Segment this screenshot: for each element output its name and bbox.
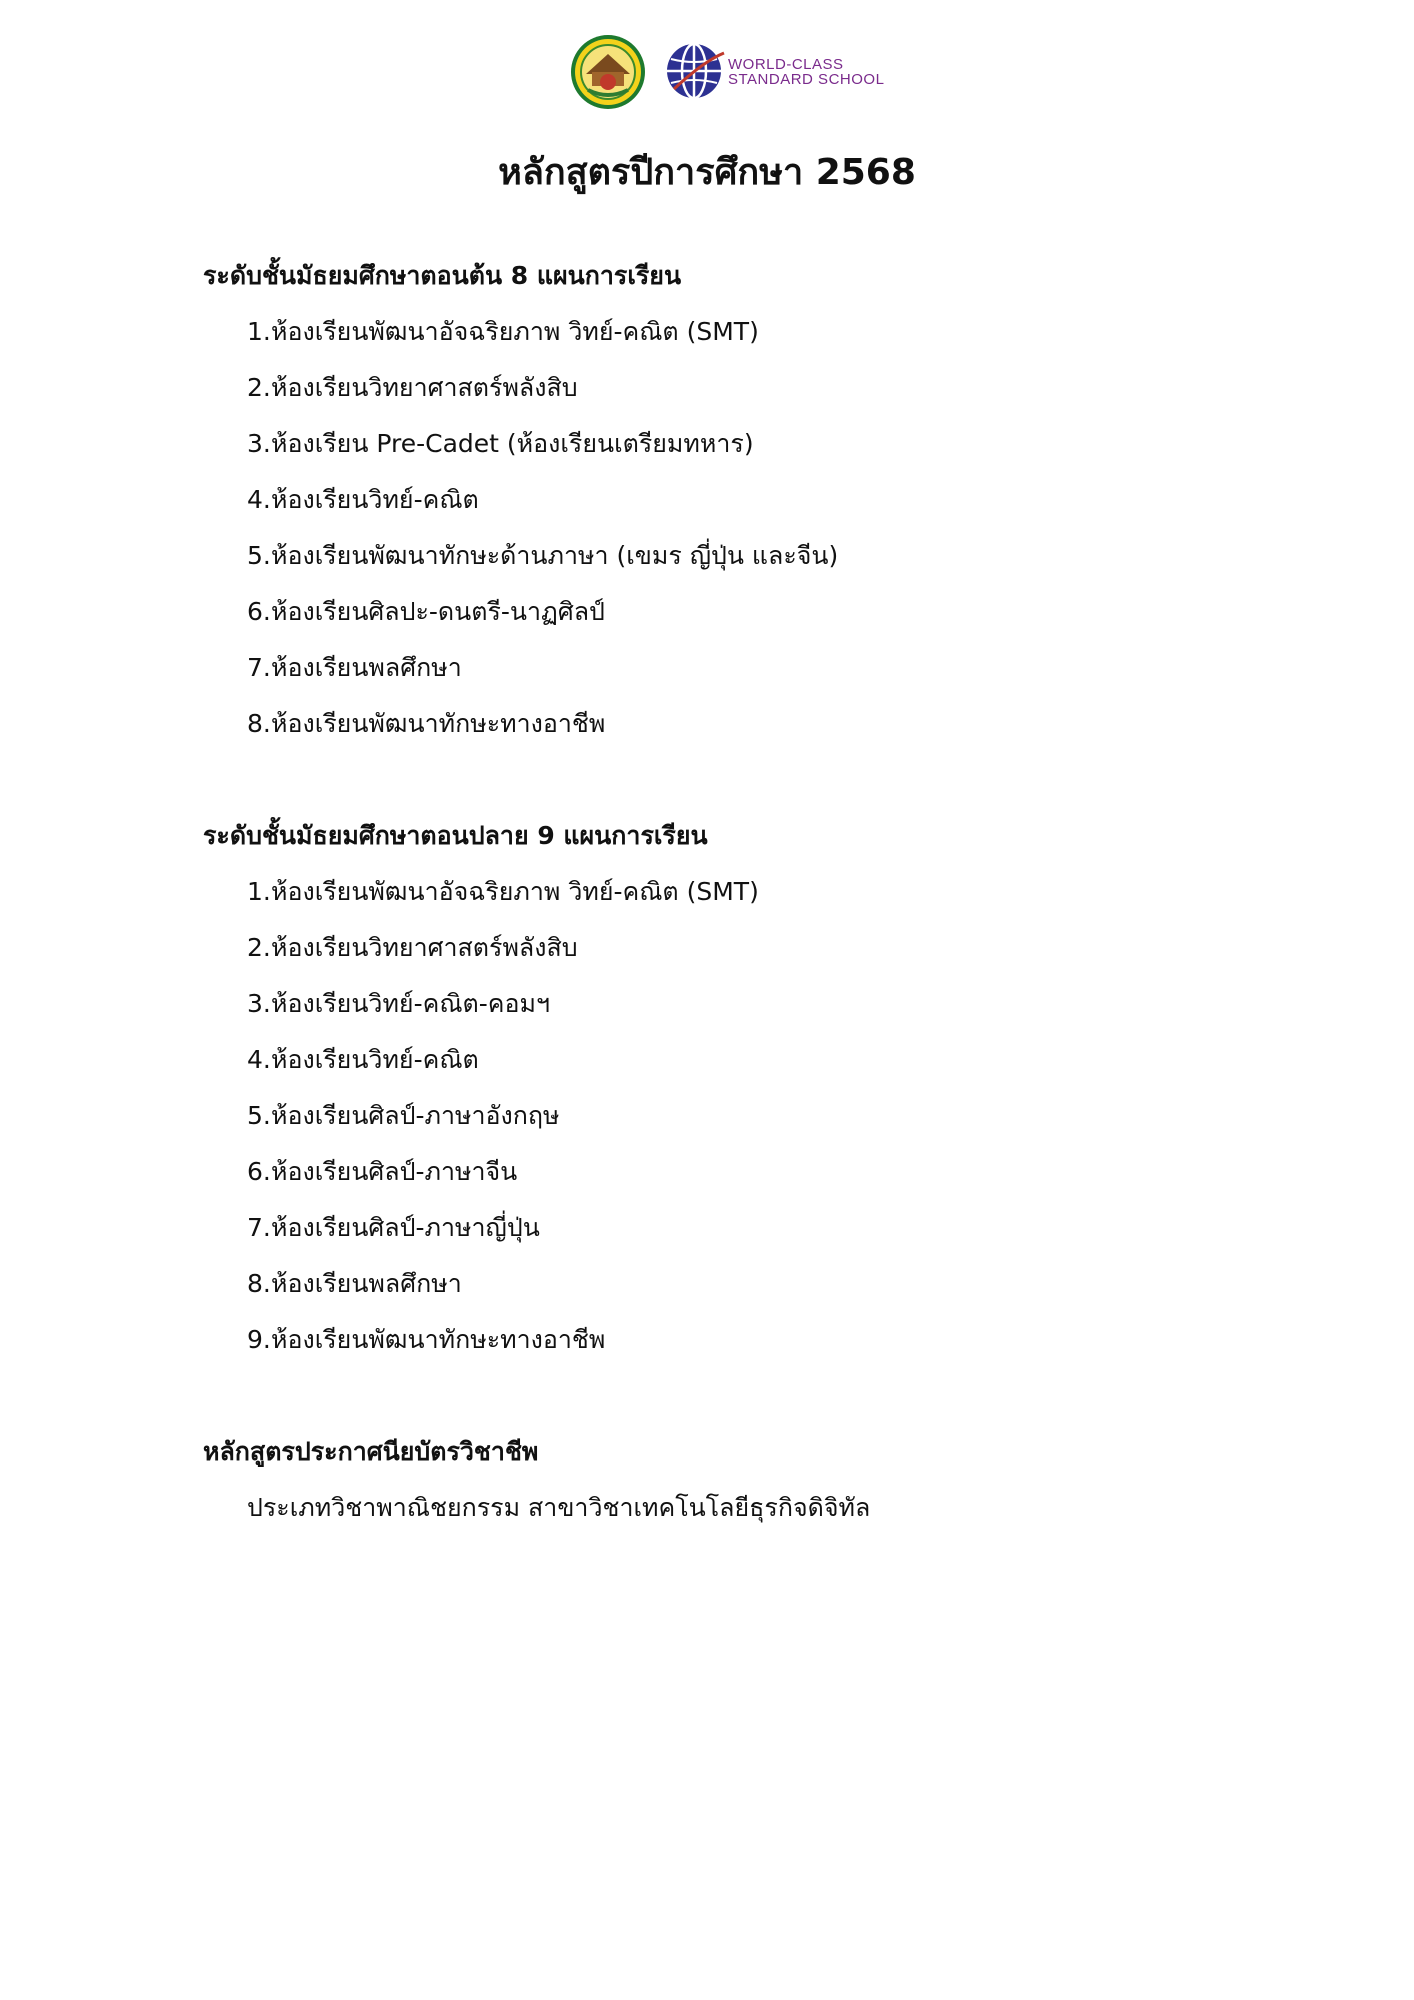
list-item-number: 7. <box>247 1213 271 1242</box>
list-item-number: 4. <box>247 1045 271 1074</box>
list-item-number: 1. <box>247 877 271 906</box>
list-item-number: 6. <box>247 1157 271 1186</box>
lower-secondary-section <box>203 248 1253 752</box>
lower-secondary-list <box>203 304 1253 752</box>
list-item <box>203 528 1253 584</box>
list-item-number: 4. <box>247 485 271 514</box>
list-item <box>203 1312 1253 1368</box>
lower-secondary-heading: ระดับชั้นมัธยมศึกษาตอนต้น 8 แผนการเรียน <box>203 261 682 290</box>
school-emblem-icon <box>570 34 646 110</box>
wcs-line2: STANDARD SCHOOL <box>728 71 885 88</box>
list-item-text: ห้องเรียนศิลป์-ภาษาญี่ปุ่น <box>271 1213 540 1242</box>
list-item-text: ห้องเรียนพัฒนาทักษะทางอาชีพ <box>271 1325 606 1354</box>
vocational-program: ประเภทวิชาพาณิชยกรรม สาขาวิชาเทคโนโลยีธุรกิจดิจิทัล <box>247 1493 871 1522</box>
list-item <box>203 640 1253 696</box>
list-item-number: 3. <box>247 989 271 1018</box>
list-item-text: ห้องเรียนวิทย์-คณิต-คอมฯ <box>271 989 551 1018</box>
list-item-number: 8. <box>247 709 271 738</box>
list-item-text: ห้องเรียนพัฒนาอัจฉริยภาพ วิทย์-คณิต (SMT) <box>271 317 759 346</box>
list-item-text: ห้องเรียนศิลป์-ภาษาอังกฤษ <box>271 1101 560 1130</box>
world-class-logo <box>664 41 884 103</box>
list-item <box>203 360 1253 416</box>
list-item <box>203 1256 1253 1312</box>
list-item-text: ห้องเรียนศิลป์-ภาษาจีน <box>271 1157 518 1186</box>
list-item-number: 6. <box>247 597 271 626</box>
wcs-line1: WORLD-CLASS <box>728 56 844 73</box>
list-item <box>203 472 1253 528</box>
header-logos <box>570 32 884 112</box>
list-item-text: ห้องเรียนพัฒนาทักษะทางอาชีพ <box>271 709 606 738</box>
list-item-text: ห้องเรียนวิทย์-คณิต <box>271 485 479 514</box>
list-item-text: ห้องเรียนพลศึกษา <box>271 653 462 682</box>
list-item-text: ห้องเรียนวิทย์-คณิต <box>271 1045 479 1074</box>
list-item <box>203 416 1253 472</box>
upper-secondary-section <box>203 808 1253 1368</box>
list-item <box>203 1088 1253 1144</box>
list-item-number: 2. <box>247 933 271 962</box>
list-item-text: ห้องเรียนวิทยาศาสตร์พลังสิบ <box>271 373 578 402</box>
list-item <box>203 1032 1253 1088</box>
list-item-text: ห้องเรียนศิลปะ-ดนตรี-นาฏศิลป์ <box>271 597 605 626</box>
upper-secondary-list <box>203 864 1253 1368</box>
page-title: หลักสูตรปีการศึกษา 2568 <box>498 152 916 193</box>
list-item-number: 9. <box>247 1325 271 1354</box>
list-item-text: ห้องเรียนพัฒนาทักษะด้านภาษา (เขมร ญี่ปุ่น และจีน) <box>271 541 839 570</box>
world-class-wordmark <box>728 57 884 87</box>
list-item-number: 3. <box>247 429 271 458</box>
list-item-number: 8. <box>247 1269 271 1298</box>
globe-icon <box>664 41 726 103</box>
list-item-number: 7. <box>247 653 271 682</box>
list-item <box>203 864 1253 920</box>
list-item-text: ห้องเรียนวิทยาศาสตร์พลังสิบ <box>271 933 578 962</box>
list-item <box>203 304 1253 360</box>
list-item <box>203 696 1253 752</box>
list-item-number: 5. <box>247 1101 271 1130</box>
list-item-text: ห้องเรียนพัฒนาอัจฉริยภาพ วิทย์-คณิต (SMT) <box>271 877 759 906</box>
list-item <box>203 976 1253 1032</box>
list-item <box>203 920 1253 976</box>
vocational-section <box>203 1424 1253 1536</box>
list-item <box>203 584 1253 640</box>
upper-secondary-heading: ระดับชั้นมัธยมศึกษาตอนปลาย 9 แผนการเรียน <box>203 821 708 850</box>
list-item <box>203 1200 1253 1256</box>
list-item-number: 2. <box>247 373 271 402</box>
vocational-heading: หลักสูตรประกาศนียบัตรวิชาชีพ <box>203 1437 539 1466</box>
list-item-number: 1. <box>247 317 271 346</box>
list-item-text: ห้องเรียนพลศึกษา <box>271 1269 462 1298</box>
list-item <box>203 1144 1253 1200</box>
list-item-text: ห้องเรียน Pre-Cadet (ห้องเรียนเตรียมทหาร) <box>271 429 754 458</box>
list-item-number: 5. <box>247 541 271 570</box>
